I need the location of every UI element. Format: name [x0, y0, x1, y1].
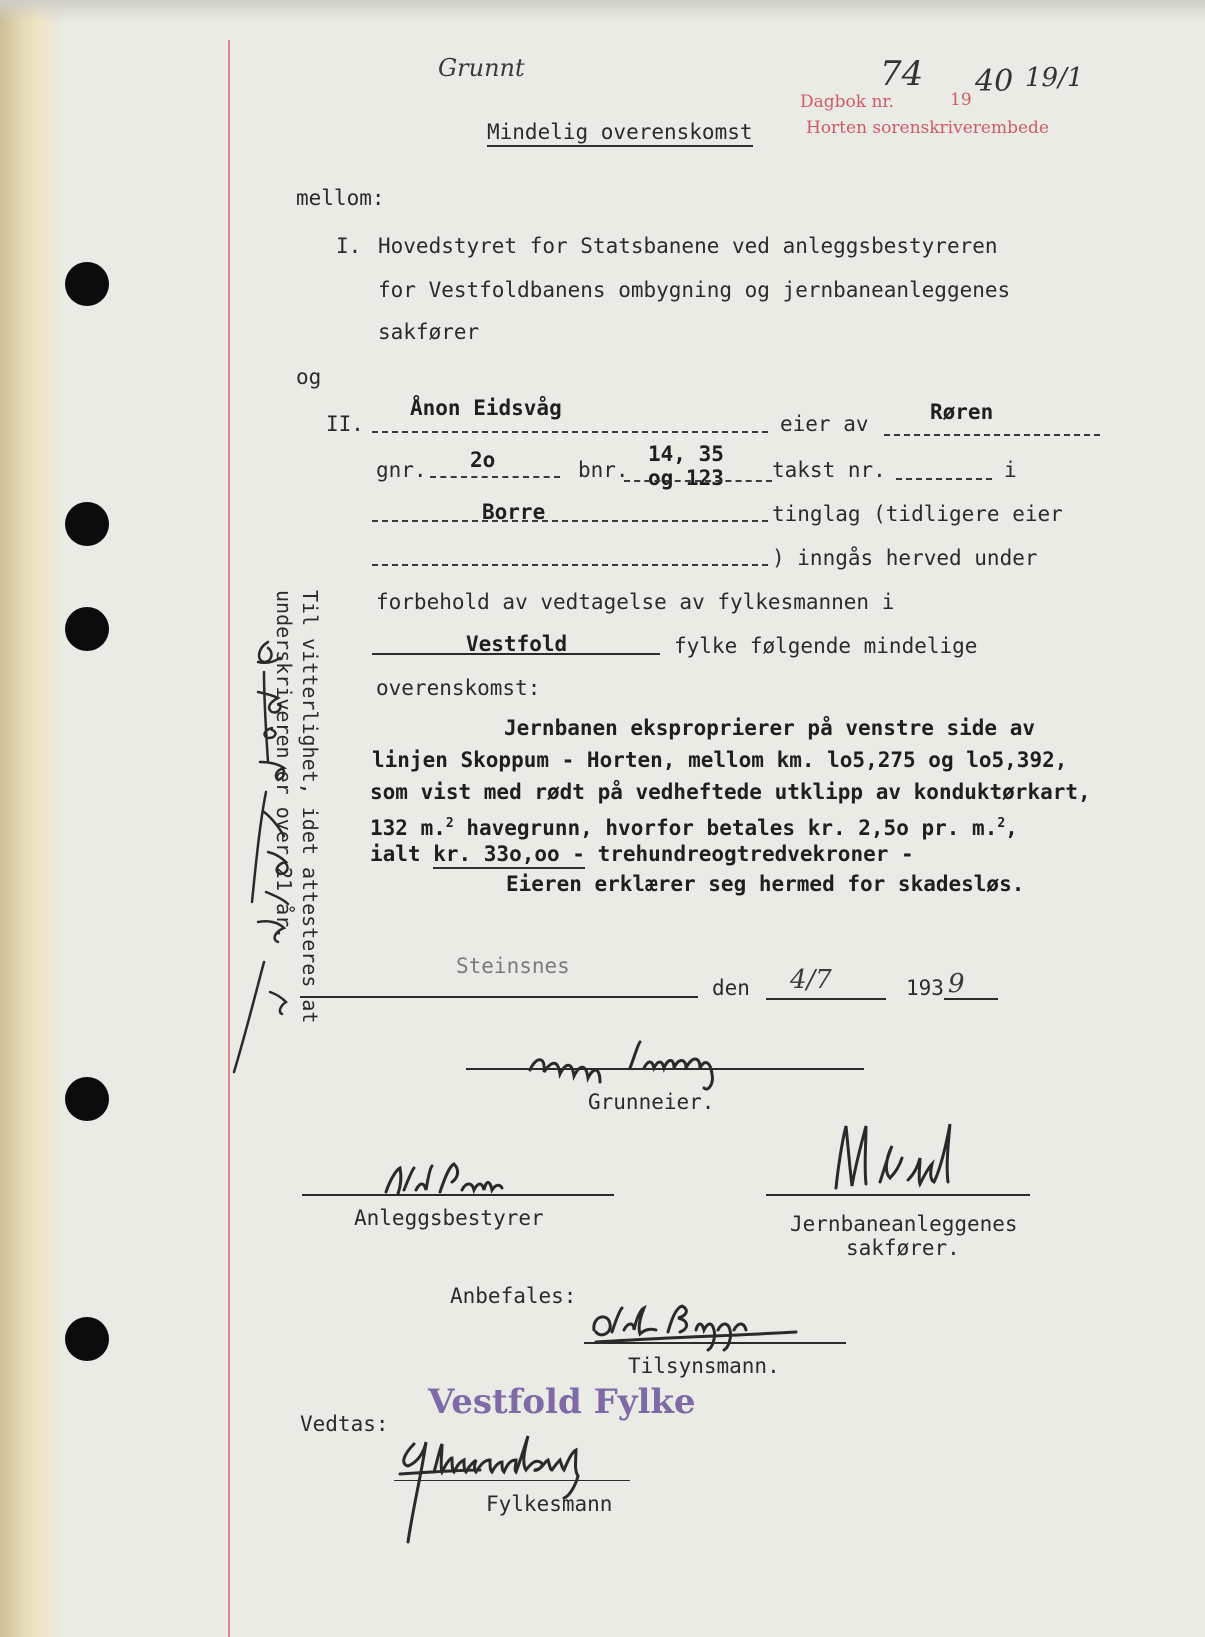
- owner-name-line: [372, 431, 768, 433]
- journal-year-suffix: 40: [975, 64, 1014, 99]
- landowner-signature: [520, 1038, 870, 1092]
- court-office-stamp: Horten sorenskriverembede: [806, 118, 1049, 138]
- terms-line3: som vist med rødt på vedheftede utklipp av konduktørkart,: [370, 780, 1091, 804]
- place-line: [300, 996, 698, 998]
- owner-of-label: eier av: [780, 412, 869, 436]
- party1-line1: Hovedstyret for Statsbanene ved anleggsbestyreren: [378, 234, 998, 258]
- party1-number: I.: [336, 234, 362, 258]
- terms-sup1: 2: [445, 816, 454, 831]
- journal-stamp-label: Dagbok nr.: [800, 92, 895, 112]
- year-handwritten: 9: [948, 969, 965, 999]
- construction-manager-line: [302, 1194, 614, 1196]
- tinglag-value: Borre: [482, 500, 546, 524]
- solicitor-label-line1: Jernbaneanleggenes: [790, 1212, 1018, 1236]
- terms-sup2: 2: [997, 816, 1006, 831]
- bnr-value-line2: og 123: [648, 466, 724, 490]
- den-label: den: [712, 976, 750, 1000]
- page-shadow: [0, 0, 1205, 22]
- punch-hole: [65, 502, 109, 546]
- terms-line2: linjen Skoppum - Horten, mellom km. lo5,275 og lo5,392,: [372, 748, 1068, 772]
- terms-area-b: havegrunn, hvorfor betales kr. 2,5o pr. m.: [453, 816, 998, 840]
- terms-line4: [370, 812, 1018, 840]
- tinglag-line: [372, 520, 768, 522]
- construction-manager-label: Anleggsbestyrer: [354, 1206, 544, 1230]
- supervisor-line: [584, 1342, 846, 1344]
- party1-line2: for Vestfoldbanens ombygning og jernbaneanleggenes: [378, 278, 1011, 302]
- date-handwritten: 4/7: [790, 965, 832, 995]
- county-governor-label: Fylkesmann: [486, 1492, 613, 1516]
- year-line: [944, 998, 998, 1000]
- supervisor-signature: [584, 1300, 824, 1354]
- binding-edge: [0, 0, 62, 1637]
- bnr-label: bnr.: [578, 458, 629, 482]
- punch-hole: [65, 262, 109, 306]
- document-title: [487, 120, 753, 144]
- county-governor-signature: [390, 1424, 810, 1558]
- bnr-line: [624, 480, 772, 482]
- bnr-value-line1: 14, 35: [648, 442, 724, 466]
- solicitor-signature: [830, 1118, 1010, 1212]
- terms-total-prefix: ialt: [370, 842, 434, 866]
- adopted-label: Vedtas:: [300, 1412, 389, 1436]
- previous-owner-line: [372, 564, 768, 566]
- journal-number: 74: [880, 54, 924, 94]
- terms-line6: Eieren erklærer seg hermed for skadesløs.: [506, 872, 1025, 896]
- i-label: i: [1004, 458, 1017, 482]
- punch-hole: [65, 1317, 109, 1361]
- county-governor-line: [394, 1480, 630, 1481]
- takst-line: [896, 478, 992, 480]
- title-text: Mindelig overenskomst: [487, 120, 753, 147]
- punch-hole: [65, 1077, 109, 1121]
- inngaas-text: ) inngås herved under: [772, 546, 1038, 570]
- terms-amount-words: trehundreogtredvekroner -: [584, 842, 914, 866]
- terms-line1: Jernbanen eksproprierer på venstre side av: [504, 716, 1036, 740]
- place-name: Steinsnes: [456, 954, 570, 978]
- and-label: og: [296, 365, 322, 389]
- journal-date: 19/1: [1025, 63, 1084, 93]
- recommended-label: Anbefales:: [450, 1284, 577, 1308]
- overenskomst-label: overenskomst:: [376, 676, 541, 700]
- property-name: Røren: [930, 400, 994, 424]
- year-typed: 193: [906, 976, 944, 1000]
- between-label: mellom:: [296, 186, 385, 210]
- tinglag-label: tinglag (tidligere eier: [772, 502, 1063, 526]
- handwritten-note: Grunnt: [438, 54, 525, 82]
- county-stamp: Vestfold Fylke: [428, 1382, 696, 1422]
- terms-area-a: 132 m.: [370, 816, 446, 840]
- landowner-label: Grunneier.: [588, 1090, 715, 1114]
- terms-amount: kr. 33o,oo -: [433, 842, 585, 869]
- punch-hole: [65, 607, 109, 651]
- takst-label: takst nr.: [772, 458, 886, 482]
- solicitor-line: [766, 1194, 1030, 1196]
- gnr-label: gnr.: [376, 458, 427, 482]
- gnr-value: 2o: [470, 448, 496, 472]
- fylke-value: Vestfold: [466, 632, 568, 656]
- landowner-line: [466, 1068, 864, 1070]
- fylke-line: [372, 653, 660, 655]
- fylke-label: fylke følgende mindelige: [674, 634, 978, 658]
- date-line: [766, 998, 886, 1000]
- solicitor-label-line2: sakfører.: [846, 1236, 960, 1260]
- attestation-line1: Til vitterlighet, idet attesteres at: [298, 590, 322, 1024]
- gnr-line: [430, 476, 560, 478]
- witness-signatures: [228, 632, 298, 1096]
- journal-year-prefix: 19: [950, 90, 972, 110]
- owner-name: Ånon Eidsvåg: [410, 396, 562, 420]
- party1-line3: sakfører: [378, 320, 480, 344]
- terms-area-c: ,: [1005, 816, 1018, 840]
- attestation-line2: underskriveren er over 21 år.: [272, 590, 296, 940]
- terms-line5: [370, 842, 914, 866]
- supervisor-label: Tilsynsmann.: [628, 1354, 780, 1378]
- forbehold-text: forbehold av vedtagelse av fylkesmannen i: [376, 590, 895, 614]
- construction-manager-signature: [380, 1160, 580, 1204]
- property-line: [884, 434, 1100, 436]
- party2-number: II.: [326, 412, 364, 436]
